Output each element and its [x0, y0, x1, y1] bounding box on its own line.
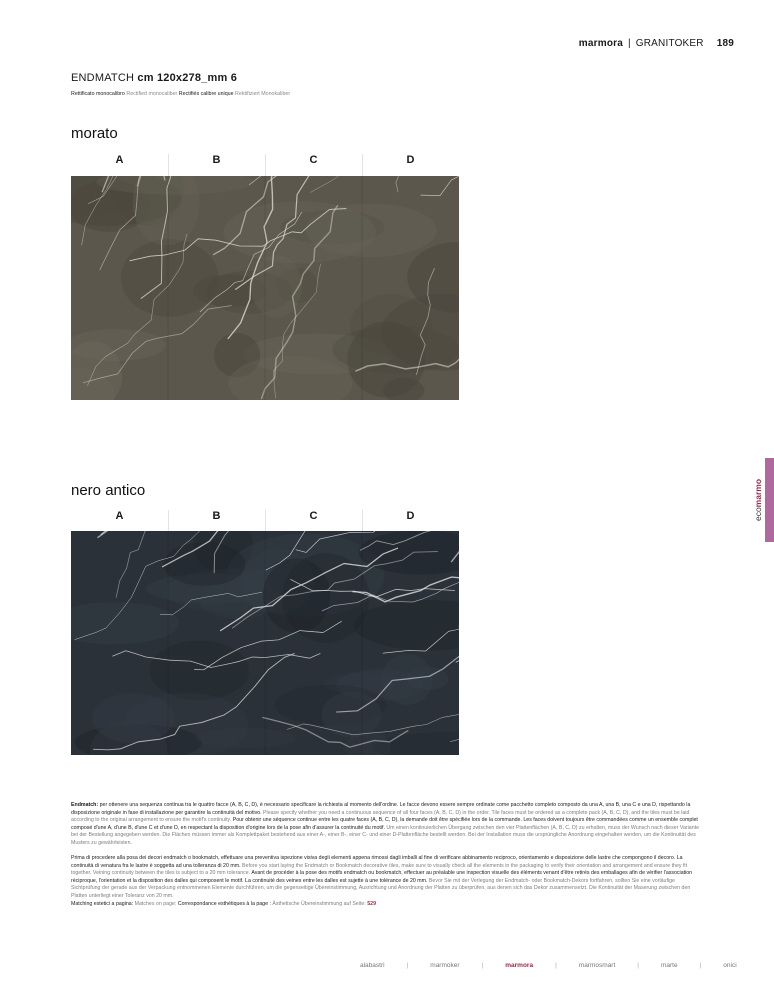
notes-endmatch-en: Please specify whether you need a continuous sequence of all four faces (A, B, C, D) in the order. Tile faces must be ordered as a complete pack (A, B, C, D), and the tiles must be laid according to the original arrangement to ensure the motif's continuity. [71, 809, 690, 824]
subtitle-fr: Rectifiés calibre unique [178, 91, 234, 97]
notes-installation-fr: Avant de procéder à la pose des motifs endmatch ou bookmatch, effectuer au préalable une inspection visuelle des éléments venant d'être retirés des emballages afin de vérifier l'association réciproque, l'orientation et la disposition des dalles qui composent le motif. La continuité des veines entre les dalles est sujette à une tolérance de 20 mm. [71, 870, 693, 884]
footer-separator: | [555, 962, 557, 969]
variant-name-nero-antico: nero antico [71, 482, 146, 499]
footer-item-marte[interactable]: marte [660, 962, 678, 969]
notes-installation-it: Prima di procedere alla posa dei decori endmatch o bookmatch, effettuare una preventiva ispezione visiva degli elementi appena rimossi dagli imballi al fine di verificare abbinamento reciproco, orientamento e disposizione delle lastre che compongono il decoro. La continuità di venatura fra le lastre è soggetta ad una tolleranza di 20 mm. [71, 854, 683, 869]
notes-endmatch-label: Endmatch: [71, 802, 99, 808]
face-divider [265, 510, 266, 531]
face-label-c: C [309, 510, 318, 522]
notes-matching-it: Matching estetici a pagina: [71, 900, 135, 907]
notes-installation-de: Bevor Sie mit der Verlegung der Endmatch- oder Bookmatch-Dekors fortfahren, sollten Sie eine vorläufige Sichtprüfung der gerade aus der Verpackung entnommenen Elemente durchführen, um die gegenseitige Übereinstimmung, Ausrichtung und Anordnung der Platten zu überprüfen, aus denen sich das Dekor zusammensetzt. Die Kontinuität der Maserung zwischen den Platten unterliegt einer Toleranz von 20 mm. [71, 877, 691, 899]
footer-separator: | [637, 962, 639, 969]
notes-endmatch-fr: Pour obtenir une séquence continue entre les quatre faces (A, B, C, D), la demande doit être spécifiée lors de la commande. Les faces doivent toujours être commandées comme un ensemble complet composé d'une A, d'une B, d'une C et d'une D, en respectant la disposition d'origine lors de la pose afin d'assurer la continuité du motif. [71, 817, 698, 831]
face-divider [362, 154, 363, 176]
footer-item-marmora[interactable]: marmora [505, 962, 534, 969]
page-number: 189 [716, 38, 734, 49]
slab-image-nero-antico [71, 531, 459, 755]
footer-item-marmoker[interactable]: marmoker [430, 962, 460, 969]
face-label-d: D [406, 154, 415, 166]
subtitle-de: Rektifiziert Monokaliber [235, 91, 291, 97]
footer-item-onici[interactable]: onici [723, 962, 737, 969]
face-label-a: A [115, 154, 124, 166]
footer-item-alabastri[interactable]: alabastri [360, 962, 385, 969]
section-side-tab [765, 458, 774, 542]
face-divider [168, 154, 169, 176]
title-size: cm 120x278_mm 6 [137, 72, 238, 84]
variant-name-morato: morato [71, 125, 118, 142]
notes-matching [71, 901, 703, 909]
notes-endmatch [71, 802, 703, 848]
notes-endmatch-de: Um einen kontinuierlichen Übergang zwischen den vier Plattenflächen (A, B, C, D) zu erhalten, muss der Wunsch nach dieser Variante bei der Bestellung angegeben werden. Die Flächen müssen immer als Komplettpaket bestehend aus einer A-, einer B-, einer C- und einer D-Plattenfläche bestellt werden. Bei der Installation muss die ursprüngliche Anordnung eingehalten werden, um die Kontinuität des Musters zu gewährleisten. [71, 824, 700, 846]
header-separator: | [627, 38, 631, 49]
marble-texture [71, 531, 459, 755]
title-prefix: ENDMATCH [71, 72, 135, 84]
section-side-label [753, 479, 763, 521]
face-divider [265, 154, 266, 176]
product-subtitle [71, 91, 290, 97]
face-divider [362, 510, 363, 531]
footer-item-marmosmart[interactable]: marmosmart [578, 962, 616, 969]
notes-matching-page[interactable]: 529 [367, 900, 377, 907]
subtitle-it: Rettificato monocalibro [71, 91, 125, 97]
face-label-b: B [212, 154, 221, 166]
notes-block [71, 802, 703, 916]
side-label-prefix: eco [753, 507, 763, 522]
notes-installation [71, 855, 703, 901]
footer-separator: | [481, 962, 484, 969]
header-brand: marmora [578, 38, 623, 49]
subtitle-en: Rectified monocaliber [126, 91, 178, 97]
notes-installation-en: Before you start laying the Endmatch or Bookmatch decorative tiles, make sure to visually check all the elements in the packaging to verify their orientation and arrangement and ensure they fit together. Veining continuity between the tiles is subject to a 20 mm tolerance. [71, 862, 688, 877]
footer-separator: | [406, 962, 409, 969]
marble-texture [71, 176, 459, 400]
side-label-highlight: marmo [753, 478, 763, 508]
face-divider [168, 510, 169, 531]
notes-matching-en: Matches on page: [134, 900, 178, 907]
header-collection: GRANITOKER [635, 38, 704, 49]
face-label-d: D [406, 510, 415, 522]
footer-collection-nav [360, 962, 737, 969]
face-label-a: A [115, 510, 124, 522]
footer-separator: | [699, 962, 702, 969]
notes-endmatch-it: per ottenere una sequenza continua tra le quattro facce (A, B, C, D), è necessario specificare la richiesta al momento dell'ordine. Le facce devono essere sempre ordinate come pacchetto completo composto da una A, una B, una C e una D, rispettando la disposizione originale in fase di installazione per garantire la continuità del motivo. [71, 802, 691, 816]
face-label-b: B [212, 510, 221, 522]
notes-matching-fr: Correspondance esthétiques à la page : [177, 900, 273, 907]
page-header [579, 38, 734, 49]
notes-matching-de: Ästhetische Übereinstimmung auf Seite: [272, 900, 368, 907]
slab-image-morato [71, 176, 459, 400]
face-label-c: C [309, 154, 318, 166]
product-title [71, 72, 237, 84]
